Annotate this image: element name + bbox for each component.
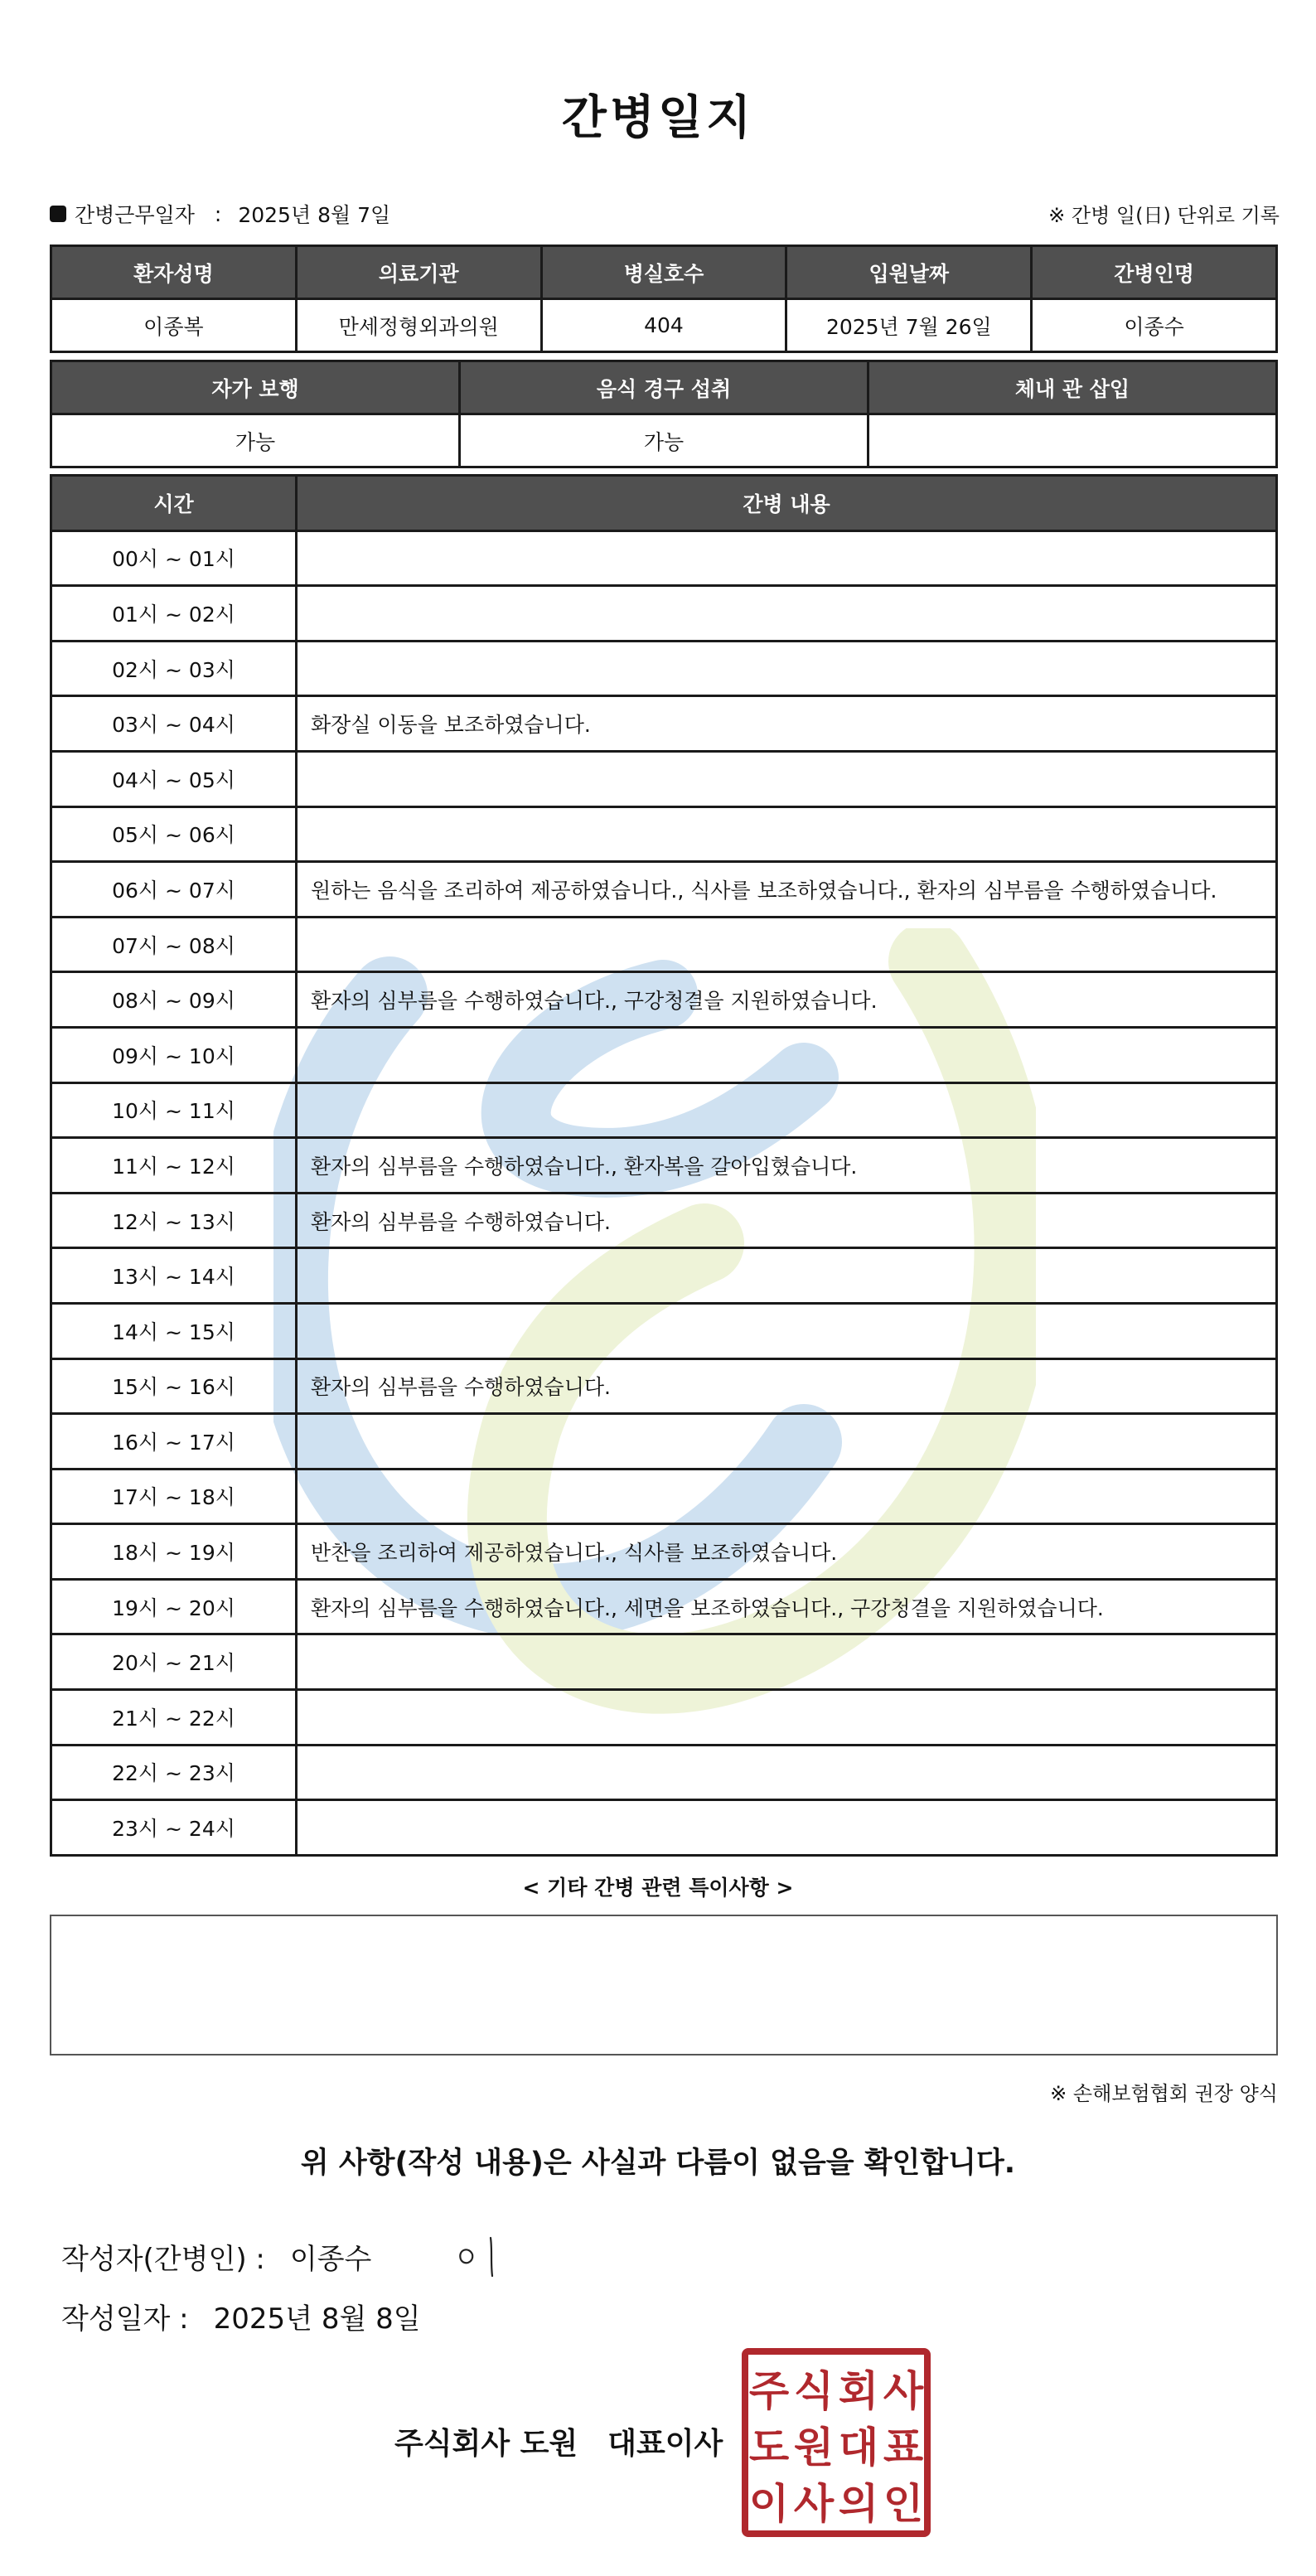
patient-info-table bbox=[50, 245, 1278, 353]
care-log-time: 21시 ~ 22시 bbox=[51, 1690, 297, 1746]
work-date-label: 간병근무일자 bbox=[75, 203, 195, 227]
header-admission-date: 입원날짜 bbox=[786, 246, 1032, 299]
seal-character: 회 bbox=[838, 2367, 879, 2415]
care-log-time: 02시 ~ 03시 bbox=[51, 641, 297, 696]
seal-character: 주 bbox=[748, 2367, 790, 2415]
care-log-content: 환자의 심부름을 수행하였습니다. bbox=[297, 1193, 1277, 1248]
care-log-row bbox=[51, 1579, 1277, 1634]
care-log-content bbox=[297, 1469, 1277, 1524]
seal-character: 사 bbox=[793, 2480, 835, 2528]
care-log-row bbox=[51, 1193, 1277, 1248]
header-time: 시간 bbox=[51, 476, 297, 531]
admission-date: 2025년 7월 26일 bbox=[786, 299, 1032, 352]
care-log-header-row bbox=[51, 476, 1277, 531]
confirmation-statement: 위 사항(작성 내용)은 사실과 다름이 없음을 확인합니다. bbox=[300, 2147, 1016, 2180]
care-log-content: 환자의 심부름을 수행하였습니다., 환자복을 갈아입혔습니다. bbox=[297, 1138, 1277, 1194]
care-log-time: 18시 ~ 19시 bbox=[51, 1524, 297, 1580]
care-log-content bbox=[297, 751, 1277, 806]
page-title: 간병일지 bbox=[561, 91, 755, 145]
patient-info-header-row bbox=[51, 246, 1277, 299]
care-log-content: 환자의 심부름을 수행하였습니다. bbox=[297, 1358, 1277, 1414]
care-log-content: 환자의 심부름을 수행하였습니다., 구강청결을 지원하였습니다. bbox=[297, 972, 1277, 1028]
seal-character: 도 bbox=[748, 2423, 790, 2472]
care-log-body bbox=[51, 530, 1277, 1855]
care-log-time: 12시 ~ 13시 bbox=[51, 1193, 297, 1248]
care-log-row bbox=[51, 806, 1277, 862]
care-log-row bbox=[51, 1745, 1277, 1800]
header-room-number: 병실호수 bbox=[541, 246, 786, 299]
care-log-row bbox=[51, 1634, 1277, 1690]
care-log-row bbox=[51, 917, 1277, 972]
care-log-time: 23시 ~ 24시 bbox=[51, 1800, 297, 1856]
care-log-content bbox=[297, 1082, 1277, 1138]
bullet-icon bbox=[50, 206, 66, 222]
seal-character: 사 bbox=[883, 2367, 924, 2415]
care-log-content bbox=[297, 1303, 1277, 1358]
daily-record-note: ※ 간병 일(日) 단위로 기록 bbox=[1048, 204, 1280, 227]
care-log-content bbox=[297, 917, 1277, 972]
seal-character: 표 bbox=[883, 2423, 924, 2472]
care-log-row bbox=[51, 1358, 1277, 1414]
header-care-content: 간병 내용 bbox=[297, 476, 1277, 531]
care-log-content: 반찬을 조리하여 제공하였습니다., 식사를 보조하였습니다. bbox=[297, 1524, 1277, 1580]
care-log-content bbox=[297, 641, 1277, 696]
care-log-row bbox=[51, 1524, 1277, 1580]
hospital-name: 만세정형외과의원 bbox=[296, 299, 541, 352]
care-log-content bbox=[297, 1248, 1277, 1304]
seal-character: 인 bbox=[883, 2480, 924, 2528]
form-source-note: ※ 손해보험협회 권장 양식 bbox=[1050, 2082, 1278, 2105]
care-log-time: 15시 ~ 16시 bbox=[51, 1358, 297, 1414]
seal-character: 원 bbox=[793, 2423, 835, 2472]
patient-ability-table bbox=[50, 360, 1278, 468]
care-log-row bbox=[51, 862, 1277, 918]
writer-name: 이종수 bbox=[289, 2242, 372, 2276]
care-log-row bbox=[51, 641, 1277, 696]
care-log-row bbox=[51, 696, 1277, 752]
care-log-content bbox=[297, 1027, 1277, 1082]
seal-character: 이 bbox=[748, 2480, 790, 2528]
care-log-row bbox=[51, 1082, 1277, 1138]
care-log-row bbox=[51, 1469, 1277, 1524]
room-number: 404 bbox=[541, 299, 786, 352]
care-log-time: 07시 ~ 08시 bbox=[51, 917, 297, 972]
care-log-time: 22시 ~ 23시 bbox=[51, 1745, 297, 1800]
written-date-line bbox=[61, 2296, 421, 2336]
care-log-time: 08시 ~ 09시 bbox=[51, 972, 297, 1028]
care-log-table bbox=[50, 474, 1278, 1857]
care-log-time: 04시 ~ 05시 bbox=[51, 751, 297, 806]
header-caregiver-name: 간병인명 bbox=[1032, 246, 1277, 299]
care-log-content bbox=[297, 1800, 1277, 1856]
care-log-content bbox=[297, 530, 1277, 586]
self-walking-value: 가능 bbox=[51, 414, 460, 467]
care-log-row bbox=[51, 972, 1277, 1028]
care-log-time: 17시 ~ 18시 bbox=[51, 1469, 297, 1524]
handwritten-signature bbox=[454, 2231, 512, 2281]
care-log-content bbox=[297, 586, 1277, 642]
care-log-content bbox=[297, 1745, 1277, 1800]
care-log-time: 05시 ~ 06시 bbox=[51, 806, 297, 862]
header-tube-insertion: 체내 관 삽입 bbox=[868, 361, 1277, 414]
care-log-row bbox=[51, 751, 1277, 806]
care-log-time: 19시 ~ 20시 bbox=[51, 1579, 297, 1634]
care-log-row bbox=[51, 1800, 1277, 1856]
header-oral-intake: 음식 경구 섭취 bbox=[460, 361, 868, 414]
care-log-time: 03시 ~ 04시 bbox=[51, 696, 297, 752]
care-log-row bbox=[51, 530, 1277, 586]
care-log-time: 09시 ~ 10시 bbox=[51, 1027, 297, 1082]
patient-info-value-row bbox=[51, 299, 1277, 352]
header-patient-name: 환자성명 bbox=[51, 246, 297, 299]
tube-insertion-value bbox=[868, 414, 1277, 467]
work-date-value: 2025년 8월 7일 bbox=[238, 203, 391, 227]
writer-line bbox=[61, 2231, 512, 2281]
ability-header-row bbox=[51, 361, 1277, 414]
header-self-walking: 자가 보행 bbox=[51, 361, 460, 414]
care-log-row bbox=[51, 1138, 1277, 1194]
representative-title: 대표이사 bbox=[607, 2427, 723, 2461]
seal-character: 식 bbox=[793, 2367, 835, 2415]
special-notes-title: < 기타 간병 관련 특이사항 > bbox=[522, 1876, 794, 1900]
caregiver-name: 이종수 bbox=[1032, 299, 1277, 352]
care-log-row bbox=[51, 586, 1277, 642]
care-log-row bbox=[51, 1690, 1277, 1746]
patient-name: 이종복 bbox=[51, 299, 297, 352]
meta-row bbox=[50, 199, 1280, 232]
header-hospital: 의료기관 bbox=[296, 246, 541, 299]
special-notes-box bbox=[50, 1915, 1278, 2055]
care-log-time: 06시 ~ 07시 bbox=[51, 862, 297, 918]
care-log-content: 환자의 심부름을 수행하였습니다., 세면을 보조하였습니다., 구강청결을 지원하였습니다. bbox=[297, 1579, 1277, 1634]
written-date-label: 작성일자 : bbox=[61, 2302, 189, 2336]
care-log-content bbox=[297, 1690, 1277, 1746]
care-log-time: 20시 ~ 21시 bbox=[51, 1634, 297, 1690]
care-log-time: 11시 ~ 12시 bbox=[51, 1138, 297, 1194]
work-date-separator: : bbox=[214, 201, 222, 226]
care-log-content bbox=[297, 1634, 1277, 1690]
care-log-content bbox=[297, 806, 1277, 862]
company-signature bbox=[394, 2420, 723, 2462]
care-log-time: 00시 ~ 01시 bbox=[51, 530, 297, 586]
care-log-time: 01시 ~ 02시 bbox=[51, 586, 297, 642]
care-log-row bbox=[51, 1414, 1277, 1470]
care-log-content: 원하는 음식을 조리하여 제공하였습니다., 식사를 보조하였습니다., 환자의 심부름을 수행하였습니다. bbox=[297, 862, 1277, 918]
care-log-time: 16시 ~ 17시 bbox=[51, 1414, 297, 1470]
writer-label: 작성자(간병인) : bbox=[61, 2242, 265, 2276]
ability-value-row bbox=[51, 414, 1277, 467]
written-date-value: 2025년 8월 8일 bbox=[213, 2302, 421, 2336]
care-log-time: 10시 ~ 11시 bbox=[51, 1082, 297, 1138]
care-log-time: 13시 ~ 14시 bbox=[51, 1248, 297, 1304]
care-log-content: 화장실 이동을 보조하였습니다. bbox=[297, 696, 1277, 752]
company-name: 주식회사 도원 bbox=[394, 2427, 578, 2461]
company-seal-stamp bbox=[741, 2347, 931, 2538]
seal-character: 의 bbox=[838, 2480, 879, 2528]
care-log-row bbox=[51, 1027, 1277, 1082]
care-log-row bbox=[51, 1303, 1277, 1358]
care-log-content bbox=[297, 1414, 1277, 1470]
care-log-time: 14시 ~ 15시 bbox=[51, 1303, 297, 1358]
seal-character: 대 bbox=[838, 2423, 879, 2472]
oral-intake-value: 가능 bbox=[460, 414, 868, 467]
care-log-row bbox=[51, 1248, 1277, 1304]
